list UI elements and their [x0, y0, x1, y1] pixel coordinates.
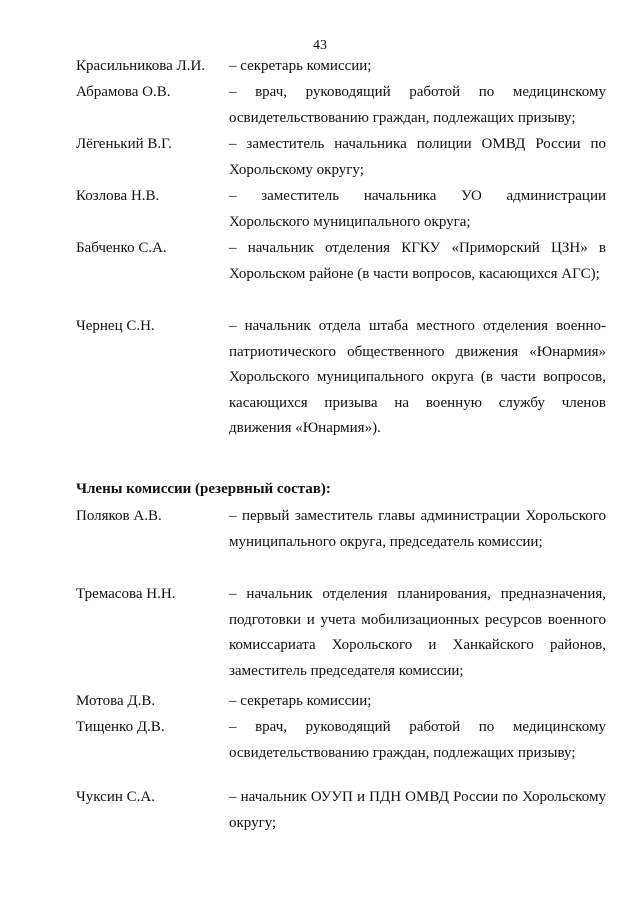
member-name: Тремасова Н.Н. — [76, 586, 176, 602]
member-name: Абрамова О.В. — [76, 84, 171, 100]
member-entry-motova — [76, 689, 606, 715]
member-name: Тищенко Д.В. — [76, 719, 165, 735]
member-entry-legenkiy — [76, 132, 606, 183]
member-role: – начальник ОУУП и ПДН ОМВД России по Хорольскому округу; — [229, 789, 606, 831]
member-role: – заместитель начальника полиции ОМВД России по Хорольскому округу; — [229, 136, 606, 178]
member-name: Красильникова Л.И. — [76, 58, 206, 74]
reserve-section-heading: Члены комиссии (резервный состав): — [76, 481, 331, 497]
member-role: – заместитель начальника УО администрации Хорольского муниципального округа; — [229, 188, 606, 230]
member-entry-kozlova — [76, 184, 606, 235]
member-name: Козлова Н.В. — [76, 188, 160, 204]
member-role: – секретарь комиссии; — [229, 693, 372, 709]
list-item — [76, 132, 606, 183]
member-name: Бабченко С.А. — [76, 240, 167, 256]
member-role: – первый заместитель главы администрации Хорольского муниципального округа, председатель комиссии; — [229, 508, 606, 550]
member-entry-chernets — [76, 314, 606, 442]
list-item — [76, 504, 606, 555]
member-entry-chuksin — [76, 785, 606, 836]
member-role: – врач, руководящий работой по медицинскому освидетельствованию граждан, подлежащих призыву; — [229, 84, 606, 126]
list-item — [76, 184, 606, 235]
list-item — [76, 689, 606, 715]
member-name: Чернец С.Н. — [76, 318, 155, 334]
list-item — [76, 715, 606, 766]
member-name: Мотова Д.В. — [76, 693, 156, 709]
member-entry-abramova — [76, 80, 606, 131]
member-role: – секретарь комиссии; — [229, 58, 372, 74]
member-entry-tishchenko — [76, 715, 606, 766]
member-role: – врач, руководящий работой по медицинскому освидетельствованию граждан, подлежащих призыву; — [229, 719, 606, 761]
member-entry-polyakov — [76, 504, 606, 555]
member-entry-krasilnikova — [76, 54, 606, 80]
member-role: – начальник отдела штаба местного отделения военно-патриотического общественного движения «Юнармия» Хорольского муниципального округа (в части вопросов, касающихся призыва на военную службу членов движения «Юнармия»). — [229, 318, 606, 436]
list-item — [76, 314, 606, 442]
member-role: – начальник отделения планирования, предназначения, подготовки и учета мобилизационных ресурсов военного комиссариата Хорольского и Ханкайского районов, заместитель председателя комиссии; — [229, 586, 606, 679]
list-item — [76, 54, 606, 80]
member-entry-babchenko — [76, 236, 606, 287]
member-name: Чуксин С.А. — [76, 789, 155, 805]
member-name: Поляков А.В. — [76, 508, 162, 524]
member-entry-tremasova — [76, 582, 606, 684]
list-item — [76, 80, 606, 131]
list-item — [76, 582, 606, 684]
list-item — [76, 236, 606, 287]
member-name: Лёгенький В.Г. — [76, 136, 172, 152]
page-number: 43 — [313, 38, 327, 53]
member-role: – начальник отделения КГКУ «Приморский ЦЗН» в Хорольском районе (в части вопросов, касающихся АГС); — [229, 240, 606, 282]
list-item — [76, 785, 606, 836]
